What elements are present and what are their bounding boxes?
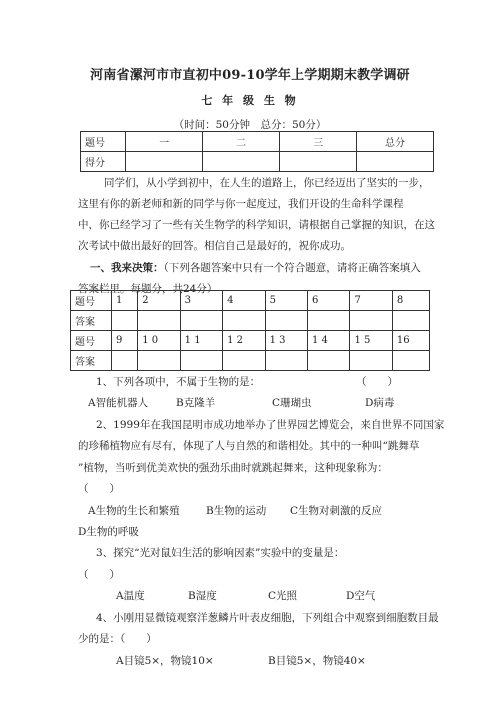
question-3-answer-paren: （ ） <box>78 569 120 581</box>
question-3-option-d: D空气 <box>346 590 376 602</box>
table-cell: 二 <box>203 132 280 152</box>
intro-line-3: 中，你已经学习了一些有关生物学的科学知识，请根据自己掌握的知识，在这 <box>78 219 435 231</box>
table-cell: 得分 <box>81 152 126 172</box>
question-2-answer-paren: （ ） <box>78 483 120 495</box>
table-cell: 1 1 <box>180 331 222 351</box>
table-cell: 9 <box>112 331 138 351</box>
question-3: 3、探究“光对鼠妇生活的影响因素”实验中的变量是： <box>96 547 345 559</box>
answer-table <box>70 290 430 371</box>
table-cell: 题号 <box>71 291 112 311</box>
table-cell: 答案 <box>71 351 112 371</box>
table-cell: 2 <box>138 291 180 311</box>
table-cell[interactable] <box>308 311 350 331</box>
page-subtitle: 七 年 级 生 物 <box>201 94 299 107</box>
table-cell: 4 <box>223 291 265 311</box>
question-3-option-a: A温度 <box>116 590 145 602</box>
table-row <box>81 152 434 172</box>
table-cell: 1 4 <box>308 331 350 351</box>
table-cell[interactable] <box>180 311 222 331</box>
question-4-line-1: 4、小刚用显微镜观察洋葱鳞片叶表皮细胞，下列组合中观察到细胞数目最 <box>96 612 439 624</box>
table-cell[interactable] <box>223 351 265 371</box>
question-1-answer-paren: （ ） <box>356 376 398 388</box>
table-cell[interactable] <box>265 351 307 371</box>
table-cell[interactable] <box>112 351 138 371</box>
table-cell: 题号 <box>81 132 126 152</box>
page-title: 河南省漯河市市直初中09-10学年上学期期末教学调研 <box>90 68 410 83</box>
question-3-option-b: B湿度 <box>188 590 217 602</box>
intro-line-2: 这里有你的新老师和新的同学与你一起度过，我们开设的生命科学课程 <box>78 198 404 210</box>
section-1-heading: 一、我来决策： <box>90 262 164 274</box>
question-1-option-d: D病毒 <box>365 397 395 409</box>
table-cell[interactable] <box>180 351 222 371</box>
table-row <box>81 132 434 152</box>
table-cell[interactable] <box>350 351 392 371</box>
table-cell: 3 <box>180 291 222 311</box>
intro-line-1: 同学们，从小学到初中，在人生的道路上，你已经迈出了坚实的一步， <box>104 177 430 189</box>
question-2-option-a: A生物的生长和繁殖 <box>88 505 180 517</box>
table-cell: 16 <box>392 331 429 351</box>
table-cell: 一 <box>126 132 203 152</box>
table-cell: 题号 <box>71 331 112 351</box>
question-4-option-b: B目镜5×，物镜40× <box>268 655 366 667</box>
table-cell[interactable] <box>203 152 280 172</box>
table-cell: 6 <box>308 291 350 311</box>
table-cell: 8 <box>392 291 429 311</box>
table-cell[interactable] <box>265 311 307 331</box>
question-2-line-2: 的珍稀植物应有尽有，体现了人与自然的和谐相处。其中的一种叫“跳舞草 <box>78 440 420 452</box>
question-2-line-1: 2、1999年在我国昆明市成功地举办了世界园艺博览会，来自世界不同国家 <box>96 419 445 431</box>
question-2-option-b: B生物的运动 <box>206 505 267 517</box>
table-row <box>71 291 430 311</box>
question-3-option-c: C光照 <box>268 590 298 602</box>
question-1-option-b: B克隆羊 <box>176 397 216 409</box>
table-cell: 1 3 <box>265 331 307 351</box>
table-row <box>71 311 430 331</box>
table-cell: 1 5 <box>350 331 392 351</box>
table-cell: 答案 <box>71 311 112 331</box>
section-1-desc: （下列各题答案中只有一个符合题意，请将正确答案填入 <box>163 262 421 274</box>
table-cell: 7 <box>350 291 392 311</box>
question-2-option-d: D生物的呼吸 <box>78 526 139 538</box>
table-cell[interactable] <box>357 152 434 172</box>
score-table <box>80 131 434 172</box>
table-cell: 1 2 <box>223 331 265 351</box>
section-1-desc-2: 答案栏里。每题分，共24分） <box>78 283 218 295</box>
question-2-line-3: ”植物，当听到优美欢快的强劲乐曲时就跳起舞来，这种现象称为： <box>78 462 388 474</box>
table-row <box>71 331 430 351</box>
intro-line-4: 次考试中做出最好的回答。相信自己是最好的，祝你成功。 <box>78 240 351 252</box>
question-4-option-a: A目镜5×，物镜10× <box>116 655 214 667</box>
table-cell: 总分 <box>357 132 434 152</box>
table-cell[interactable] <box>280 152 357 172</box>
table-cell[interactable] <box>392 351 429 371</box>
table-cell[interactable] <box>392 311 429 331</box>
question-1-option-c: C珊瑚虫 <box>272 397 312 409</box>
section-1-instructions <box>90 258 421 278</box>
table-cell: 三 <box>280 132 357 152</box>
table-cell[interactable] <box>138 351 180 371</box>
table-cell: 1 0 <box>138 331 180 351</box>
table-cell[interactable] <box>350 311 392 331</box>
table-cell[interactable] <box>112 311 138 331</box>
table-cell: 5 <box>265 291 307 311</box>
table-cell[interactable] <box>138 311 180 331</box>
table-cell[interactable] <box>126 152 203 172</box>
table-cell[interactable] <box>223 311 265 331</box>
question-1-option-a: A智能机器人 <box>88 397 149 409</box>
exam-info: （时间：50分钟 总分：50分） <box>173 119 327 131</box>
question-1: 1、下列各项中，不属于生物的是： <box>96 376 261 388</box>
table-cell: 1 <box>112 291 138 311</box>
table-cell[interactable] <box>308 351 350 371</box>
question-2-option-c: C生物对刺激的反应 <box>290 505 383 517</box>
table-row <box>71 351 430 371</box>
question-4-line-2: 少的是：（ ） <box>78 633 157 645</box>
